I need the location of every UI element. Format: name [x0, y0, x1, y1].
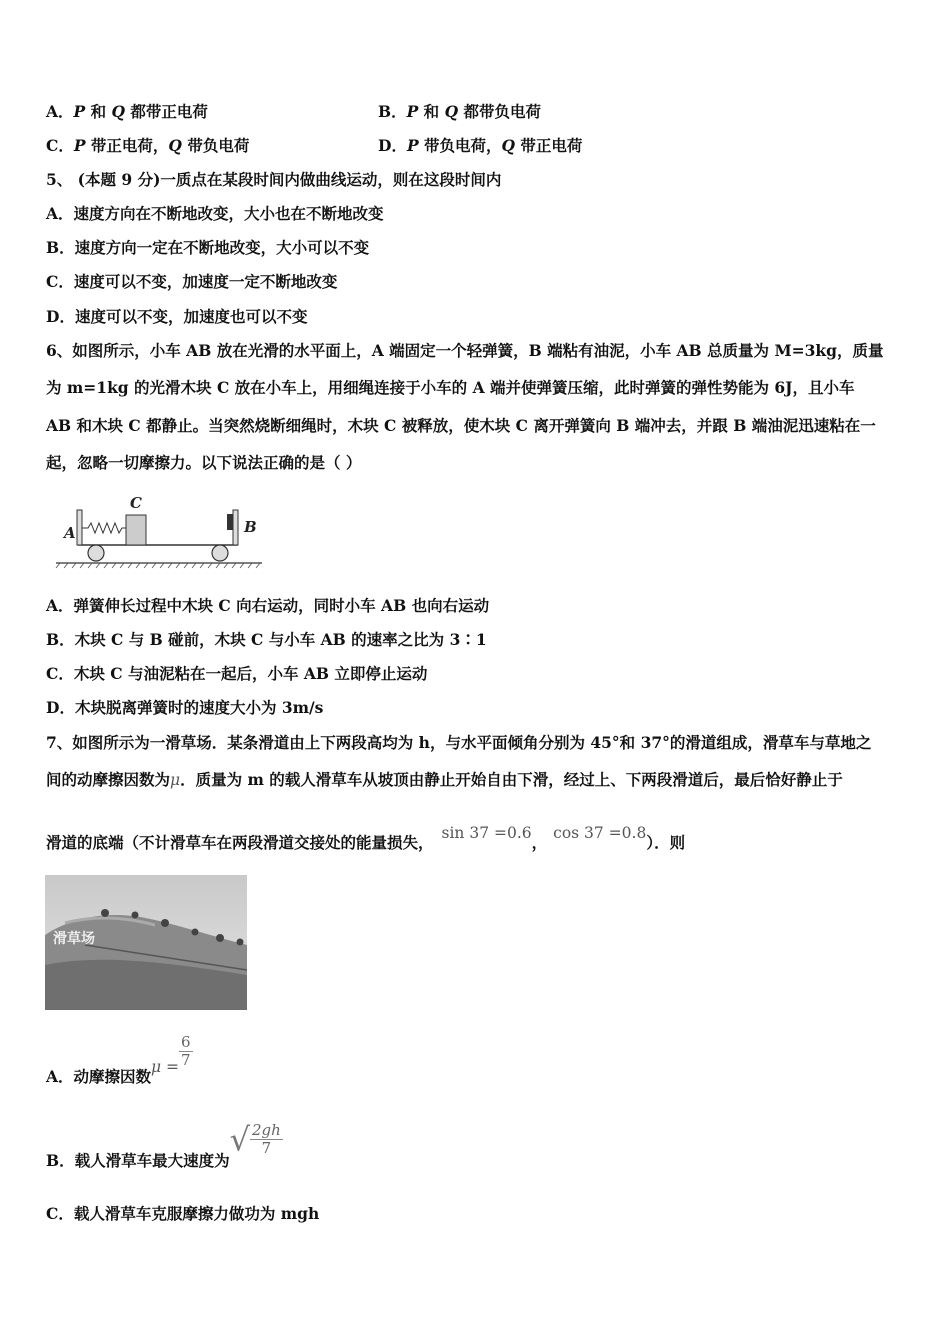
q6-stem-line-4: 起，忽略一切摩擦力。以下说法正确的是（ ） — [46, 453, 362, 472]
q6-option-b: B．木块 C 与 B 碰前，木块 C 与小车 AB 的速率之比为 3∶1 — [46, 630, 487, 649]
ski-slope-photo — [45, 875, 247, 1010]
sqrt-expression: √ $\frac{2gh}{7}$ — [229, 1120, 281, 1159]
oil-mud — [227, 514, 233, 530]
cart-spring-diagram — [50, 490, 270, 570]
q6-stem-line-3: AB 和木块 C 都静止。当突然烧断细绳时，木块 C 被释放，使木块 C 离开弹簧向 B 端冲去，并跟 B 端油泥迅速粘在一 — [46, 416, 876, 435]
label-a: A — [64, 524, 76, 542]
q6-option-c: C．木块 C 与油泥粘在一起后，小车 AB 立即停止运动 — [46, 664, 428, 683]
q6-stem-line-2: 为 m=1kg 的光滑木块 C 放在小车上，用细绳连接于小车的 A 端并使弹簧压缩，此时弹簧的弹性势能为 6J，且小车 — [46, 378, 855, 397]
q7-option-a: A．动摩擦因数μ = $\frac{6}{7}$ — [46, 1033, 191, 1086]
q7-option-b: B．载人滑草车最大速度为√ $\frac{2gh}{7}$ — [46, 1120, 281, 1170]
wheel-right — [212, 545, 228, 561]
cos-expression: cos 37 =0.8 — [553, 824, 647, 842]
block-c — [126, 515, 146, 545]
q5-stem: 5、 (本题 9 分)一质点在某段时间内做曲线运动，则在这段时间内 — [46, 170, 502, 189]
fraction-6-7: $\frac{6}{7}$ — [181, 1033, 191, 1069]
cart-end-b — [233, 510, 238, 545]
photo-sign-text: 滑草场 — [53, 931, 95, 947]
q5-option-a: A．速度方向在不断地改变，大小也在不断地改变 — [46, 204, 384, 223]
spring — [82, 523, 126, 533]
q7-stem-line-1: 7、如图所示为一滑草场．某条滑道由上下两段高均为 h，与水平面倾角分别为 45°和 37°的滑道组成，滑草车与草地之 — [46, 733, 872, 752]
q5-option-b: B．速度方向一定在不断地改变，大小可以不变 — [46, 238, 370, 257]
label-b: B — [244, 518, 257, 536]
q7-stem-line-3: 滑道的底端（不计滑草车在两段滑道交接处的能量损失， sin 37 =0.6， cos 37 =0.8）．则 — [46, 824, 686, 852]
cart-end-a — [77, 510, 82, 545]
q4-option-a: A．P 和 Q 都带正电荷 — [46, 102, 208, 121]
q7-option-c: C．载人滑草车克服摩擦力做功为 mgh — [46, 1204, 320, 1223]
wheel-left — [88, 545, 104, 561]
q6-stem-line-1: 6、如图所示，小车 AB 放在光滑的水平面上，A 端固定一个轻弹簧，B 端粘有油泥，小车 AB 总质量为 M=3kg，质量 — [46, 341, 884, 360]
q4-option-c: C．P 带正电荷，Q 带负电荷 — [46, 136, 250, 155]
q6-option-d: D．木块脱离弹簧时的速度大小为 3m/s — [46, 698, 324, 717]
q6-option-a: A．弹簧伸长过程中木块 C 向右运动，同时小车 AB 也向右运动 — [46, 596, 490, 615]
q5-option-d: D．速度可以不变，加速度也可以不变 — [46, 307, 308, 326]
q4-option-d: D．P 带负电荷，Q 带正电荷 — [378, 136, 583, 155]
sin-expression: sin 37 =0.6 — [441, 824, 532, 842]
q4-option-b: B．P 和 Q 都带负电荷 — [378, 102, 541, 121]
q5-option-c: C．速度可以不变，加速度一定不断地改变 — [46, 272, 338, 291]
label-c: C — [130, 494, 142, 512]
mu-symbol: μ — [170, 771, 181, 789]
ground-hatch — [56, 563, 260, 568]
q7-stem-line-2: 间的动摩擦因数为μ．质量为 m 的载人滑草车从坡顶由静止开始自由下滑，经过上、下两段滑道后，最后恰好静止于 — [46, 770, 843, 789]
